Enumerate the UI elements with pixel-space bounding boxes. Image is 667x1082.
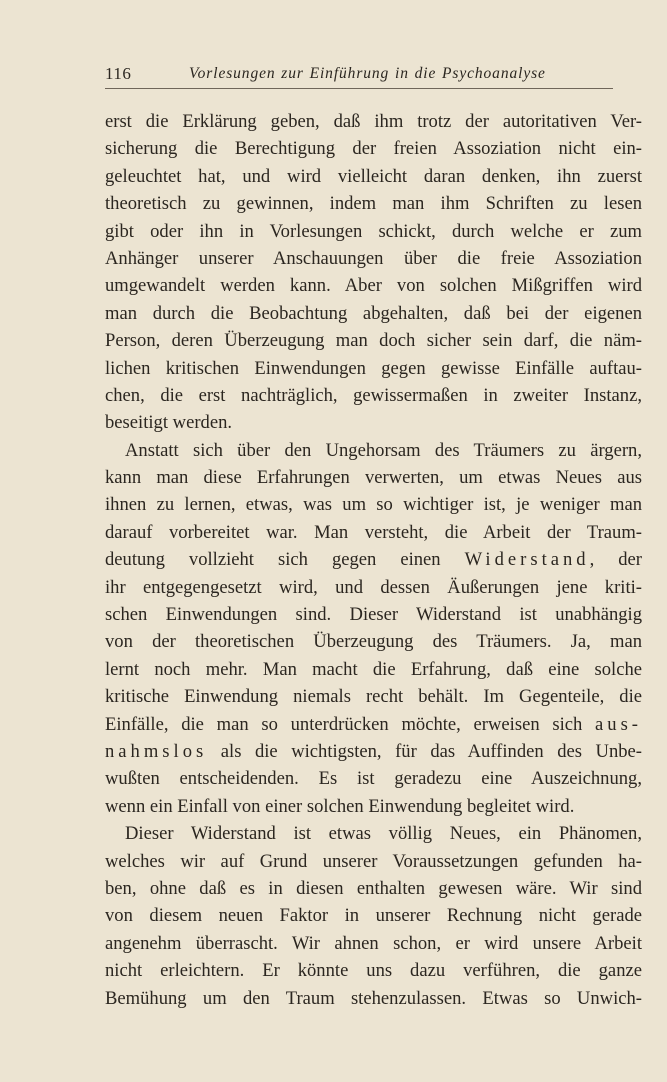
text-line: welches wir auf Grund unserer Voraussetzungen gefunden ha- xyxy=(105,850,642,872)
text-line: ihnen zu lernen, etwas, was um so wichtiger ist, je weniger man xyxy=(105,494,642,516)
page-number: 116 xyxy=(105,64,132,83)
text-line: Dieser Widerstand ist etwas völlig Neues, ein Phänomen, xyxy=(125,823,642,845)
text-line: beseitigt werden. xyxy=(105,412,233,434)
text-line: kritische Einwendung niemals recht behält. Im Gegenteile, die xyxy=(105,686,642,708)
running-head: Vorlesungen zur Einführung in die Psychoanalyse xyxy=(189,65,546,82)
emphasized-word: Widerstand xyxy=(464,549,590,571)
text-line: geleuchtet hat, und wird vielleicht daran denken, ihn zuerst xyxy=(105,165,642,187)
emphasized-word: aus- xyxy=(595,713,642,735)
text-line: umgewandelt werden kann. Aber von solchen Mißgriffen wird xyxy=(105,275,642,297)
text-line: nicht erleichtern. Er könnte uns dazu verführen, die ganze xyxy=(105,960,642,982)
text-line-composite xyxy=(105,546,642,573)
text-line: von der theoretischen Überzeugung des Träumers. Ja, man xyxy=(105,631,642,653)
body-text xyxy=(105,108,642,1012)
emphasized-word: nahmslos xyxy=(105,740,208,762)
text-line: erst die Erklärung geben, daß ihm trotz der autoritativen Ver- xyxy=(105,111,642,132)
text-line: gibt oder ihn in Vorlesungen schickt, durch welche er zum xyxy=(105,220,642,242)
text-line: Anstatt sich über den Ungehorsam des Träumers zu ärgern, xyxy=(125,439,642,461)
text-line: lichen kritischen Einwendungen gegen gewisse Einfälle auftau- xyxy=(105,357,642,379)
text-segment: Einfälle, die man so unterdrücken möchte, erweisen sich xyxy=(105,713,583,735)
text-line: wenn ein Einfall von einer solchen Einwendung begleitet wird. xyxy=(105,795,575,817)
text-line: man durch die Beobachtung abgehalten, daß bei der eigenen xyxy=(105,302,642,324)
text-line: chen, die erst nachträglich, gewissermaßen in zweiter Instanz, xyxy=(105,384,642,406)
text-line: wußten entscheidenden. Es ist geradezu eine Auszeichnung, xyxy=(105,768,642,790)
text-segment: als die wichtigsten, für das Auffinden des Unbe- xyxy=(220,740,642,762)
text-segment: deutung vollzieht sich gegen einen xyxy=(105,549,441,571)
text-segment: , der xyxy=(589,549,642,571)
text-line: ben, ohne daß es in diesen enthalten gewesen wäre. Wir sind xyxy=(105,877,642,899)
page-header xyxy=(105,58,613,89)
text-line: theoretisch zu gewinnen, indem man ihm Schriften zu lesen xyxy=(105,193,642,215)
text-line: Bemühung um den Traum stehenzulassen. Etwas so Unwich- xyxy=(105,987,642,1009)
text-line: schen Einwendungen sind. Dieser Widerstand ist unabhängig xyxy=(105,604,642,626)
text-line: darauf vorbereitet war. Man versteht, die Arbeit der Traum- xyxy=(105,521,642,543)
text-line: kann man diese Erfahrungen verwerten, um etwas Neues aus xyxy=(105,467,642,489)
text-line: sicherung die Berechtigung der freien Assoziation nicht ein- xyxy=(105,138,642,160)
text-line: Anhänger unserer Anschauungen über die freie Assoziation xyxy=(105,247,642,269)
text-line: angenehm überrascht. Wir ahnen schon, er wird unsere Arbeit xyxy=(105,932,642,954)
text-line: lernt noch mehr. Man macht die Erfahrung, daß eine solche xyxy=(105,658,642,680)
text-line: Person, deren Überzeugung man doch sicher sein darf, die näm- xyxy=(105,330,642,352)
text-line-composite xyxy=(105,711,642,738)
text-line: ihr entgegengesetzt wird, und dessen Äußerungen jene kriti- xyxy=(105,576,642,598)
text-line-composite xyxy=(105,738,642,765)
text-line: von diesem neuen Faktor in unserer Rechnung nicht gerade xyxy=(105,905,642,927)
